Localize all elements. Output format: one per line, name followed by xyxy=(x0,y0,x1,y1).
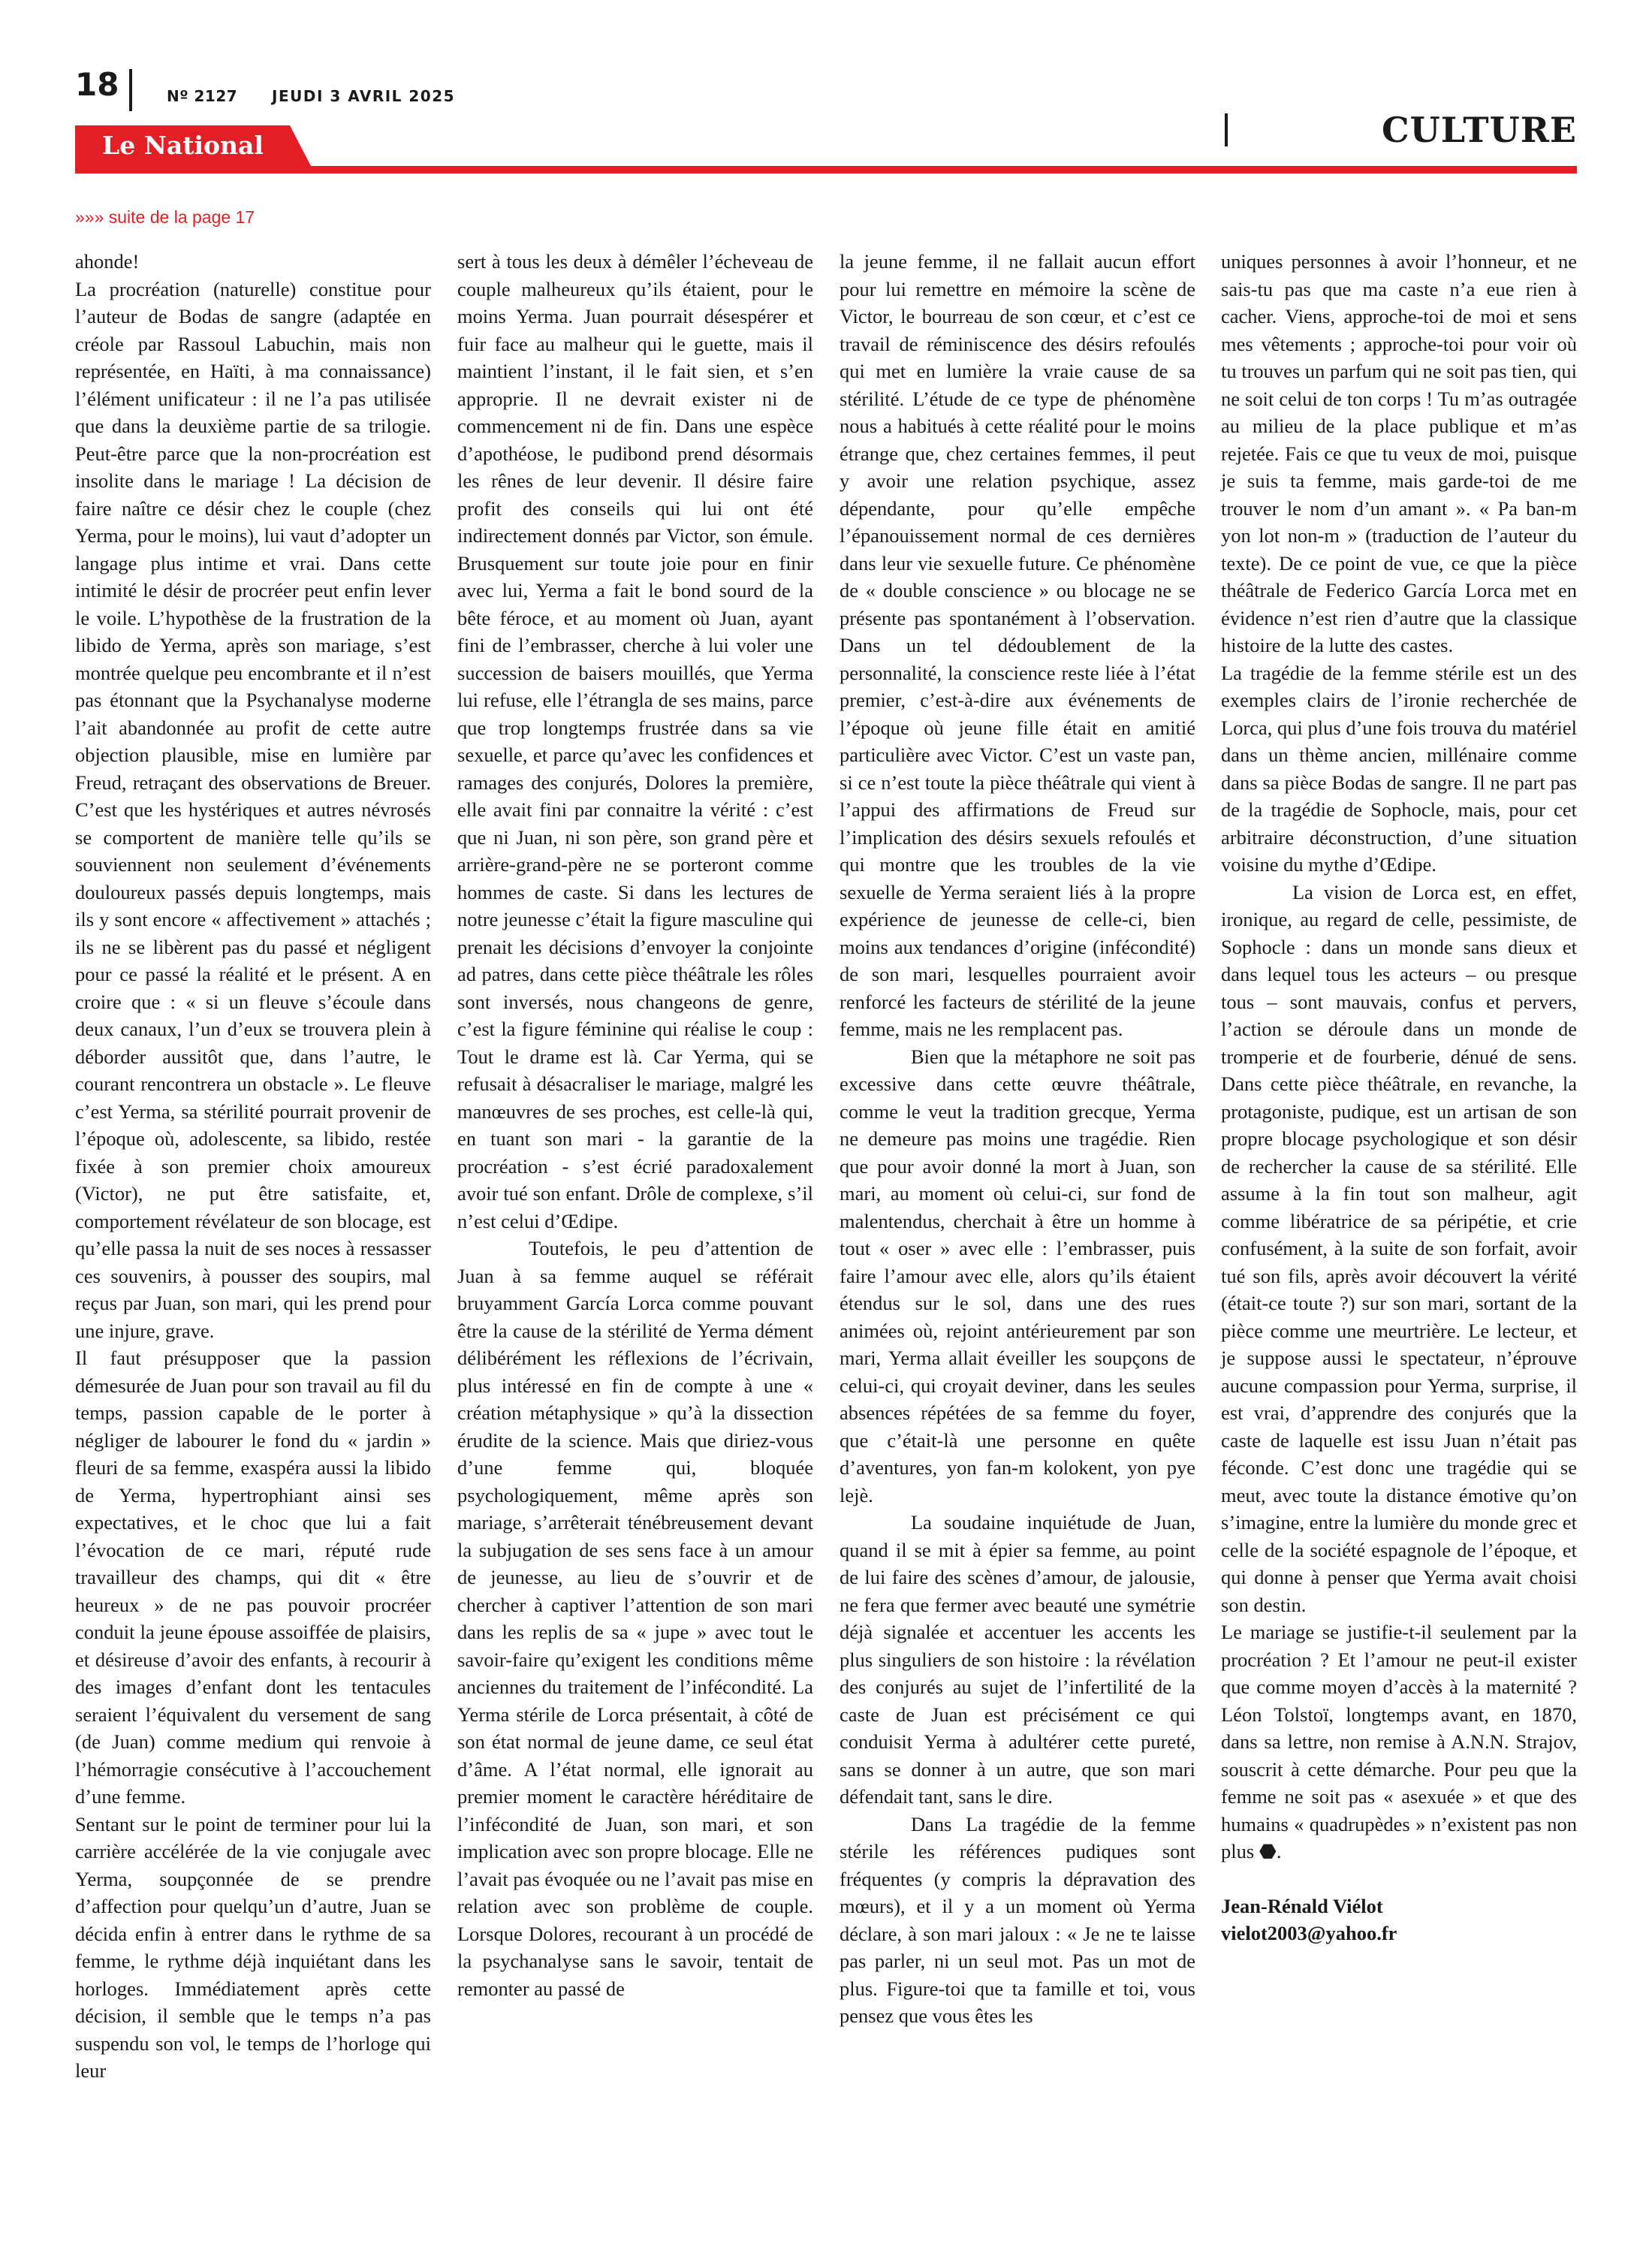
author-signature xyxy=(1221,1893,1577,1947)
paragraph: Il faut présupposer que la passion démesurée de Juan pour son travail au fil du temps, passion capable de le porter à négliger de labourer le fond du « jardin » fleuri de sa femme, exaspéra aussi la libido de Yerma, hypertrophiant ainsi ses expectatives, et le choc que lui a fait l’évocation de ce mari, réputé rude travailleur des champs, qui dit « être heureux » de ne pas pouvoir procréer conduit la jeune épouse assoiffée de plaisirs, et désireuse d’avoir des enfants, à recourir à des images d’enfant dont les tentacules seraient l’équivalent du versement de sang (de Juan) comme medium qui renvoie à l’hémorragie consécutive à l’accouchement d’une femme. xyxy=(75,1347,431,1808)
article-column-3 xyxy=(840,248,1195,2030)
paragraph: Le mariage se justifie-t-il seulement par la procréation ? Et l’amour ne peut-il exister que comme moyen d’accès à la maternité ? Léon Tolstoï, longtemps avant, en 1870, dans sa lettre, non remise à A.N.N. Strajov, souscrit à cette démarche. Pour peu que la femme ne soit pas « asexuée » et que des humains « quadrupèdes » n’existent pas non plus ⬣. xyxy=(1221,1621,1577,1862)
paragraph: Bien que la métaphore ne soit pas excessive dans cette œuvre théâtrale, comme le veut la tradition grecque, Yerma ne demeure pas moins une tragédie. Rien que pour avoir donné la mort à Juan, son mari, au moment où celui-ci, sur fond de malentendus, cherchait à être un homme à tout « oser » avec elle : l’embrasser, puis faire l’amour avec elle, alors qu’ils étaient étendus sur le sol, dans une des rues animées où, rejoint antérieurement par son mari, Yerma allait éveiller les soupçons de celui-ci, qui croyait deviner, dans les seules absences répétées de sa femme du foyer, que c’était-là une personne en quête d’aventures, yon fan-m kolokent, yon pye lejè. xyxy=(840,1045,1195,1507)
le-national-logo xyxy=(75,125,311,166)
paragraph: uniques personnes à avoir l’honneur, et ne sais-tu pas que ma caste n’a eue rien à cacher. Viens, approche-toi de moi et sens mes vêtements ; approche-toi pour voir où tu trouves un parfum qui ne soit pas tien, qui ne soit celui de ton corps ! Tu m’as outragée au milieu de la place publique et m’as rejetée. Fais ce que tu veux de moi, puisque je suis ta femme, mais garde-toi de me trouver le nom d’un amant ». « Pa ban-m yon lot non-m » (traduction de l’auteur du texte). De ce point de vue, ce que la pièce théâtrale de Federico García Lorca met en évidence n’est rien d’autre que la classique histoire de la lutte des castes. xyxy=(1221,250,1577,656)
page-number-divider xyxy=(129,69,132,111)
section-divider xyxy=(1225,113,1228,146)
author-name: Jean-Rénald Viélot xyxy=(1221,1894,1383,1917)
issue-number: Nº 2127 xyxy=(167,87,238,105)
author-email[interactable]: vielot2003@yahoo.fr xyxy=(1221,1922,1397,1944)
paragraph: Toutefois, le peu d’attention de Juan à sa femme auquel se référait bruyamment García Lorca comme pouvant être la cause de la stérilité de Yerma dément délibérément les réflexions de l’écrivain, plus intéressé en fin de compte à une « création métaphysique » qu’à la dissection érudite de la science. Mais que diriez-vous d’une femme qui, bloquée psychologiquement, même après son mariage, s’arrêterait ténébreusement devant la subjugation de ses sens face à un amour de jeunesse, au lieu de s’ouvrir et de chercher à captiver l’attention de son mari dans les replis de sa « jupe » avec tout le savoir-faire qu’exigent les conditions même anciennes du traitement de l’infécondité. La Yerma stérile de Lorca présentait, à côté de son état normal de jeune dame, ce seul état d’âme. A l’état normal, elle ignorait au premier moment le caractère héréditaire de l’infécondité de Juan, son mari, et son implication avec son propre blocage. Elle ne l’avait pas évoquée ou ne l’avait pas mise en relation avec son problème de couple. Lorsque Dolores, recourant à un procédé de la psychanalyse sans le savoir, tentait de remonter au passé de xyxy=(457,1237,813,2000)
paragraph: la jeune femme, il ne fallait aucun effort pour lui remettre en mémoire la scène de Victor, le bourreau de son cœur, et c’est ce travail de réminiscence des désirs refoulés qui met en lumière la vraie cause de sa stérilité. L’étude de ce type de phénomène nous a habitués à cette réalité pour le moins étrange que, chez certaines femmes, il peut y avoir une relation psychique, assez dépendante, pour qu’elle empêche l’épanouissement normal de ces dernières dans leur vie sexuelle future. Ce phénomène de « double conscience » ou blocage ne se présente pas spontanément à l’observation. Dans un tel dédoublement de la personnalité, la conscience reste liée à l’état premier, c’est-à-dire aux événements de l’époque où jeune fille était en amitié particulière avec Victor. C’est un vaste pan, si ce n’est toute la pièce théâtrale qui vient à l’appui des affirmations de Freud sur l’implication des désirs sexuels refoulés et qui montre que les troubles de la vie sexuelle de Yerma seraient liés à la propre expérience de jeunesse de celle-ci, bien moins aux tendances d’origine (infécondité) de son mari, lesquelles pourraient avoir renforcé les facteurs de stérilité de la jeune femme, mais ne les remplacent pas. xyxy=(840,250,1195,1040)
article-column-1 xyxy=(75,248,431,2085)
page-number: 18 xyxy=(75,66,119,103)
section-title: CULTURE xyxy=(1382,110,1577,150)
logo-text: Le National xyxy=(102,131,264,160)
paragraph: Dans La tragédie de la femme stérile les références pudiques sont fréquentes (y compris la dépravation des mœurs), et il y a un moment où Yerma déclare, à son mari jaloux : « Je ne te laisse pas parler, ni un seul mot. Pas un mot de plus. Figure-toi que ta famille et toi, vous pensez que vous êtes les xyxy=(840,1812,1195,2027)
paragraph: La vision de Lorca est, en effet, ironique, au regard de celle, pessimiste, de Sophocle : dans un monde sans dieux et dans lequel tous les acteurs – ou presque tous – sont mauvais, confus et pervers, l’action se déroule dans un monde de tromperie et de fourberie, dénué de sens. Dans cette pièce théâtrale, en revanche, la protagoniste, pudique, est un artisan de son propre blocage psychologique et son désir de rechercher la cause de sa stérilité. Elle assume à la fin tout son malheur, agit comme libératrice de sa péripétie, et crie confusément, à la suite de son forfait, avoir tué son fils, après avoir découvert la vérité (était-ce toute ?) sur son mari, sortant de la pièce comme une meurtrière. Le lecteur, et je suppose aussi le spectateur, n’éprouve aucune compassion pour Yerma, surprise, il est vrai, d’apprendre des conjurés que la caste de laquelle est issu Juan n’était pas féconde. C’est donc une tragédie qui se meut, avec toute la distance émotive qu’on s’imagine, entre la lumière du monde grec et celle de la société espagnole de l’époque, et qui donne à penser que Yerma avait choisi son destin. xyxy=(1221,880,1577,1616)
paragraph: La tragédie de la femme stérile est un des exemples clairs de l’ironie recherchée de Lorca, qui plus d’une fois trouva du matériel dans un thème ancien, millénaire comme dans sa pièce Bodas de sangre. Il ne part pas de la tragédie de Sophocle, mais, pour cet arbitraire déconstruction, d’une situation voisine du mythe d’Œdipe. xyxy=(1221,661,1577,876)
paragraph: La soudaine inquiétude de Juan, quand il se mit à épier sa femme, au point de lui faire des scènes d’amour, de jalousie, ne fera que fermer avec beauté une symétrie déjà signalée et accentuer les accents les plus singuliers de son histoire : la révélation des conjurés au sujet de l’infertilité de la caste de Juan est précisément ce qui conduisit Yerma à adultérer cette pureté, sans se donner à un autre, que son mari défendait tant, sans le dire. xyxy=(840,1511,1195,1808)
paragraph: sert à tous les deux à démêler l’écheveau de couple malheureux qu’ils étaient, pour le moins Yerma. Juan pourrait désespérer et fuir face au malheur qui le guette, mais il maintient l’instant, il le fait sien, et s’en approprie. Il ne devrait exister ni de commencement ni de fin. Dans une espèce d’apothéose, le pudibond prend désormais les rênes de leur devenir. Il désire faire profit des conseils qui lui ont été indirectement donnés par Victor, son émule. Brusquement sur toute joie pour en finir avec lui, Yerma a fait le bond sourd de la bête féroce, et au moment où Juan, ayant fini de l’embrasser, cherche à lui voler une succession de baisers mouillés, que Yerma lui refuse, elle l’étrangla de ses mains, parce que trop longtemps frustrée dans sa vie sexuelle, et parce qu’avec les confidences et ramages des conjurés, Dolores la première, elle avait fini par connaitre la vérité : c’est que ni Juan, ni son père, son grand père et arrière-grand-père ne se porteront comme hommes de caste. Si dans les lectures de notre jeunesse c’était la figure masculine qui prenait les décisions d’envoyer la conjointe ad patres, dans cette pièce théâtrale les rôles sont inversés, nous changeons de genre, c’est la figure féminine qui réalise le coup : Tout le drame est là. Car Yerma, qui se refusait à désacraliser le mariage, malgré les manœuvres de ses proches, est celle-là qui, en tuant son mari - la garantie de la procréation - s’est écrié paradoxalement avoir tué son enfant. Drôle de complexe, s’il n’est celui d’Œdipe. xyxy=(457,250,813,1232)
continuation-note: »»» suite de la page 17 xyxy=(75,207,255,227)
header-rule xyxy=(75,166,1577,173)
issue-date: JEUDI 3 AVRIL 2025 xyxy=(272,87,456,105)
paragraph: Sentant sur le point de terminer pour lui la carrière accélérée de la vie conjugale avec Yerma, soupçonnée de se prendre d’affection pour quelqu’un d’autre, Juan se décida enfin à entrer dans le rythme de sa femme, le rythme déjà inquiétant dans les horloges. Immédiatement après cette décision, il semble que le temps n’a pas suspendu son vol, le temps de l’horloge qui leur xyxy=(75,1812,431,2082)
paragraph: ahonde! xyxy=(75,250,140,273)
paragraph: La procréation (naturelle) constitue pour l’auteur de Bodas de sangre (adaptée en créole par Rassoul Labuchin, mais non représentée, en Haïti, à ma connaissance) l’élément unificateur : il ne l’a pas utilisée que dans la deuxième partie de sa trilogie. Peut-être parce que la non-procréation est insolite dans le mariage ! La décision de faire naître ce désir chez le couple (chez Yerma, pour le moins), lui vaut d’adopter un langage plus intime et vrai. Dans cette intimité le désir de procréer peut enfin lever le voile. L’hypothèse de la frustration de la libido de Yerma, après son mariage, s’est montrée quelque peu encombrante et il n’est pas étonnant que la Psychanalyse moderne l’ait abandonnée au profit de cette autre objection plausible, mise en lumière par Freud, retraçant des observations de Breuer. C’est que les hystériques et autres névrosés se comportent de manière telle qu’ils se souviennent non seulement d’événements douloureux passés depuis longtemps, mais ils y sont encore « affectivement » attachés ; ils ne se libèrent pas du passé et négligent pour ce passé la réalité et le présent. A en croire que : « si un fleuve s’écoule dans deux canaux, l’un d’eux se trouvera plein à déborder aussitôt que, dans l’autre, le courant rencontrera un obstacle ». Le fleuve c’est Yerma, sa stérilité pourrait provenir de l’époque où, adolescente, sa libido, restée fixée à son premier choix amoureux (Victor), ne put être satisfaite, et, comportement révélateur de son blocage, est qu’elle passa la nuit de ses noces à ressasser ces souvenirs, à pousser des soupirs, mal reçus par Juan, son mari, qui les prend pour une injure, grave. xyxy=(75,277,431,1342)
article-column-2 xyxy=(457,248,813,2002)
article-column-4 xyxy=(1221,248,1577,1947)
